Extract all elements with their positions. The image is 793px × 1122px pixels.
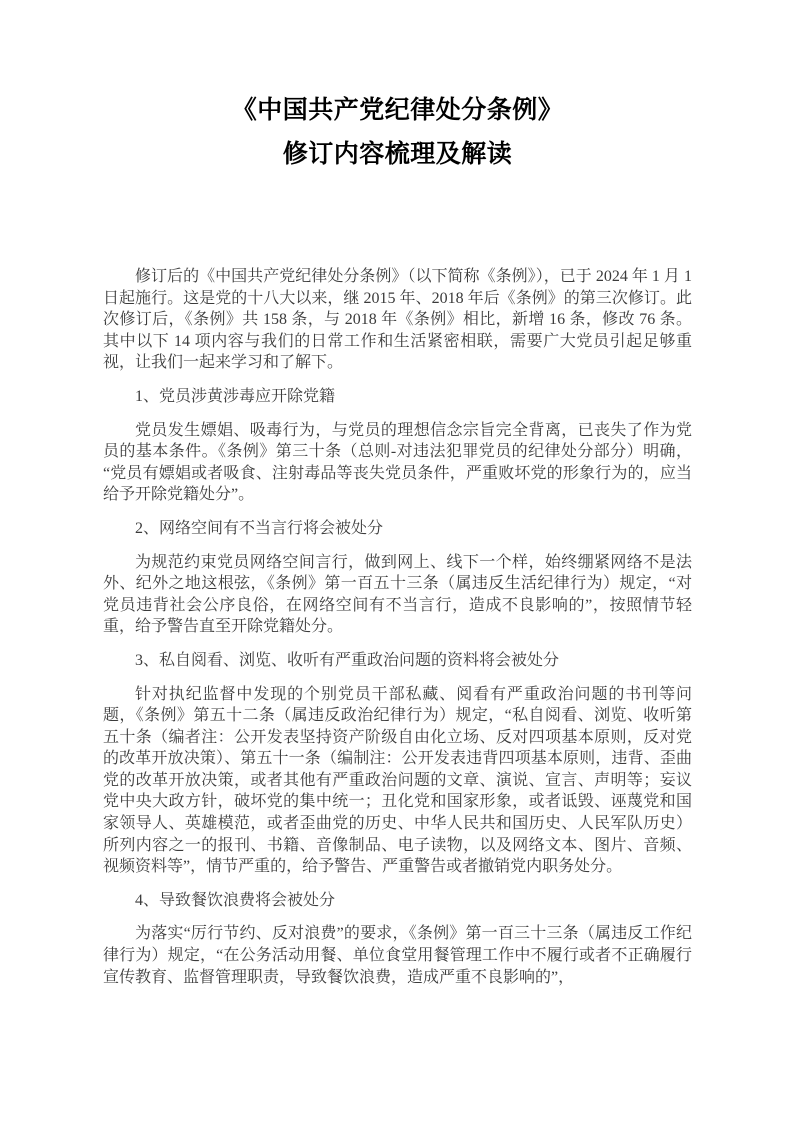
section-2-paragraph: 为规范约束党员网络空间言行，做到网上、线下一个样，始终绷紧网络不是法外、纪外之地这根弦，《条例》第一百五十三条（属违反生活纪律行为）规定，“对党员违背社会公序良俗，在网络空间有不当言行，造成不良影响的”，按照情节轻重，给予警告直至开除党籍处分。 [103,553,692,636]
section-1 [103,386,692,506]
section-2-heading: 2、网络空间有不当言行将会被处分 [135,519,384,537]
intro-paragraph: 修订后的《中国共产党纪律处分条例》（以下简称《条例》），已于 2024 年 1 月 1 日起施行。这是党的十八大以来，继 2015 年、2018 年后《条例》的第三次修订。此次修订后，《条例》共 158 条，与 2018 年《条例》相比，新增 16 条，修改 76 条。其中以下 14 项内容与我们的日常工作和生活紧密相联，需要广大党员引起足够重视，让我们一起来学习和了解下。 [103,268,692,372]
document-title [103,88,692,176]
section-3 [103,650,692,878]
section-1-paragraph: 党员发生嫖娼、吸毒行为，与党员的理想信念宗旨完全背离，已丧失了作为党员的基本条件。《条例》第三十条（总则-对违法犯罪党员的纪律处分部分）明确，“党员有嫖娼或者吸食、注射毒品等丧失党员条件，严重败坏党的形象行为的，应当给予开除党籍处分”。 [103,421,692,504]
section-4-heading: 4、导致餐饮浪费将会被处分 [135,891,336,909]
section-3-heading: 3、私自阅看、浏览、收听有严重政治问题的资料将会被处分 [135,651,560,669]
document-title-line1: 《中国共产党纪律处分条例》 [231,96,564,124]
section-3-paragraph: 针对执纪监督中发现的个别党员干部私藏、阅看有严重政治问题的书刊等问题，《条例》第五十二条（属违反政治纪律行为）规定，“私自阅看、浏览、收听第五十条（编者注：公开发表坚持资产阶级自由化立场、反对四项基本原则，反对党的改革开放决策）、第五十一条（编制注：公开发表违背四项基本原则，违背、歪曲党的改革开放决策，或者其他有严重政治问题的文章、演说、宣言、声明等；妄议党中央大政方针，破坏党的集中统一；丑化党和国家形象，或者诋毁、诬蔑党和国家领导人、英雄模范，或者歪曲党的历史、中华人民共和国历史、人民军队历史）所列内容之一的报刊、书籍、音像制品、电子读物，以及网络文本、图片、音频、视频资料等”，情节严重的，给予警告、严重警告或者撤销党内职务处分。 [103,685,692,876]
section-2 [103,518,692,638]
section-4-paragraph: 为落实“厉行节约、反对浪费”的要求，《条例》第一百三十三条（属违反工作纪律行为）规定，“在公务活动用餐、单位食堂用餐管理工作中不履行或者不正确履行宣传教育、监督管理职责，导致餐饮浪费，造成严重不良影响的”， [103,925,692,986]
section-1-heading: 1、党员涉黄涉毒应开除党籍 [135,387,336,405]
document-title-line2: 修订内容梳理及解读 [282,140,513,168]
section-4 [103,890,692,988]
